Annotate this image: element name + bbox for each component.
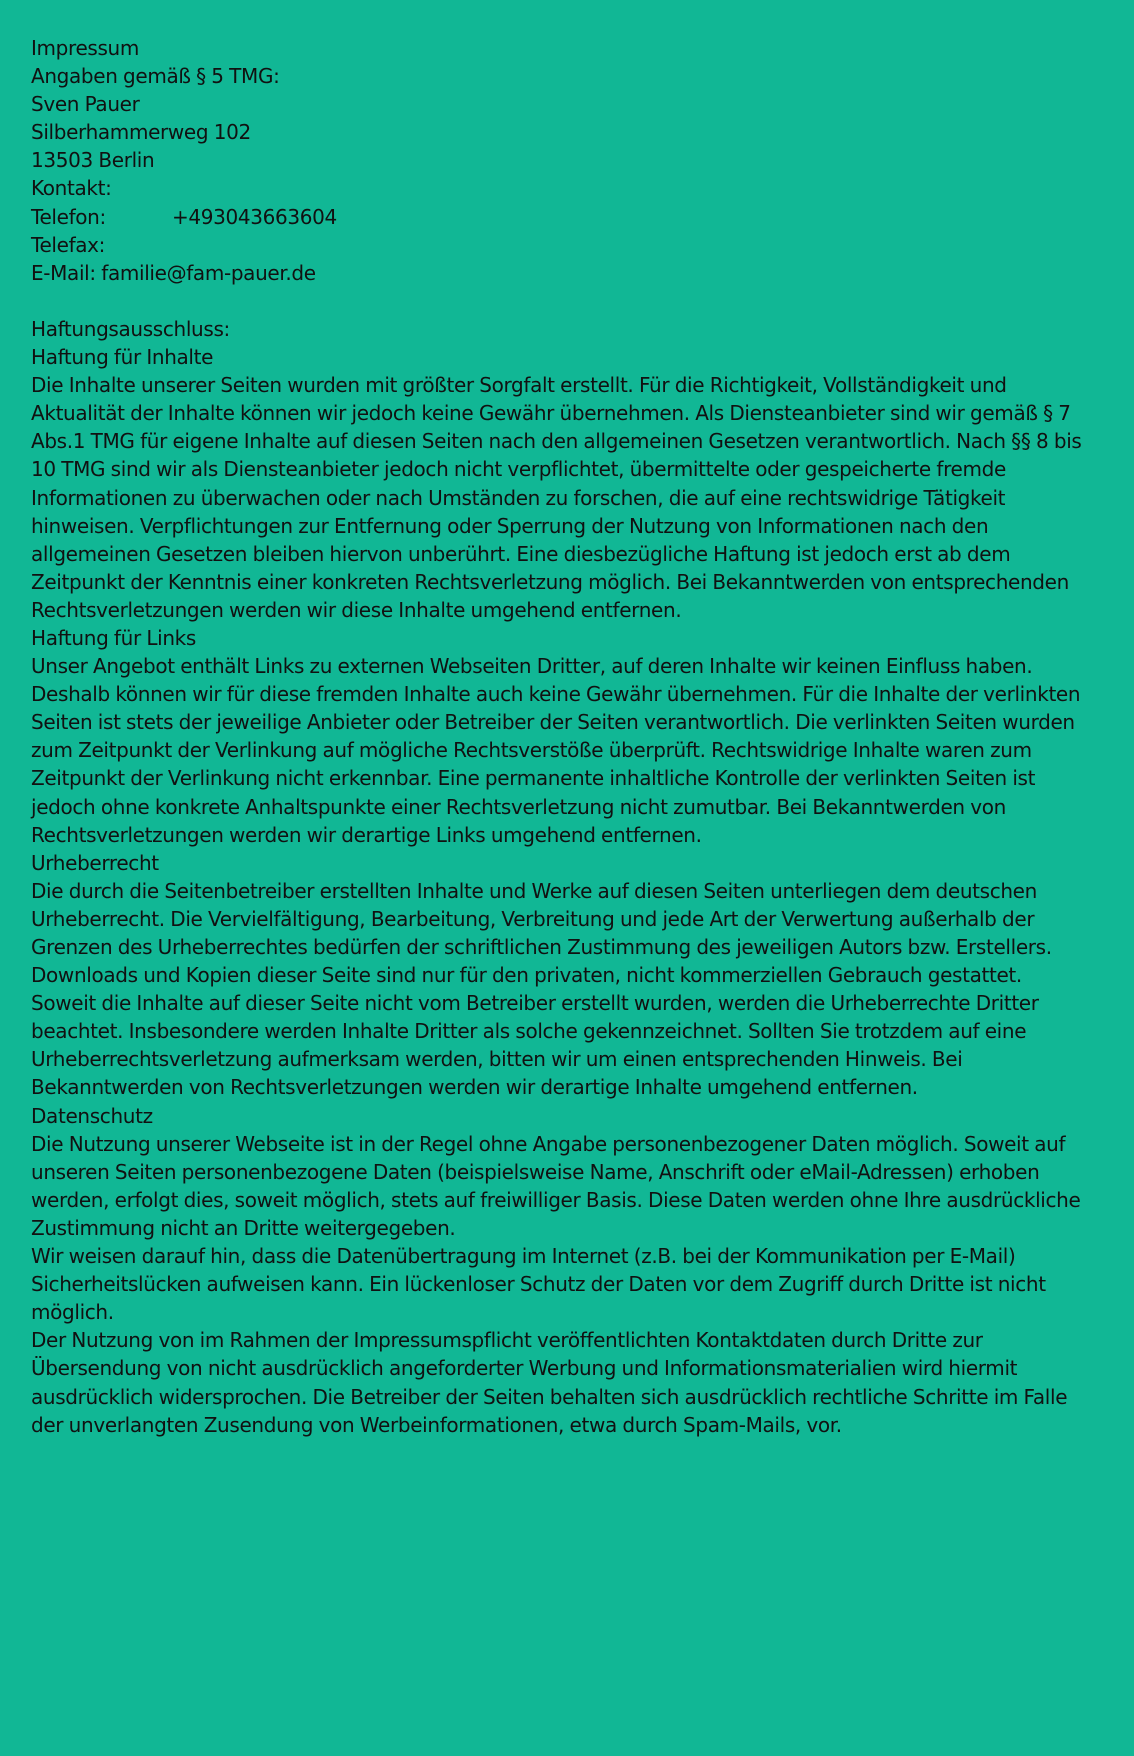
paragraph-line: Abs.1 TMG für eigene Inhalte auf diesen Seiten nach den allgemeinen Gesetzen verantwortlich. Nach §§ 8 bis [31,429,1082,454]
paragraph-line: unseren Seiten personenbezogene Daten (beispielsweise Name, Anschrift oder eMail-Adressen) erhoben [31,1159,1040,1184]
paragraph-line: Urheberrecht. Die Vervielfältigung, Bearbeitung, Verbreitung und jede Art der Verwertung außerhalb der [31,906,1035,931]
email-line: E-Mail: familie@fam-pauer.de [31,260,316,285]
privacy-paragraph [31,1130,1111,1439]
street-address: Silberhammerweg 102 [31,120,251,145]
paragraph-line: Zustimmung nicht an Dritte weitergegeben. [31,1215,456,1240]
links-liability-heading: Haftung für Links [31,625,196,650]
paragraph-line: Die Nutzung unserer Webseite ist in der Regel ohne Angabe personenbezogener Daten möglich. Soweit auf [31,1131,1066,1156]
paragraph-line: 10 TMG sind wir als Diensteanbieter jedoch nicht verpflichtet, übermittelte oder gespeicherte fremde [31,457,1006,482]
links-liability-paragraph [31,652,1111,849]
fax-label: Telefax: [31,232,106,257]
paragraph-line: Der Nutzung von im Rahmen der Impressumspflicht veröffentlichten Kontaktdaten durch Dritte zur [31,1328,983,1353]
paragraph-line: Deshalb können wir für diese fremden Inhalte auch keine Gewähr übernehmen. Für die Inhalte der verlinkten [31,682,1081,707]
paragraph-line: hinweisen. Verpflichtungen zur Entfernung oder Sperrung der Nutzung von Informationen nach den [31,513,989,538]
paragraph-line: Downloads und Kopien dieser Seite sind nur für den privaten, nicht kommerziellen Gebrauch gestattet. [31,963,1022,988]
copyright-heading: Urheberrecht [31,850,159,875]
contact-block [31,34,1111,287]
contact-label: Kontakt: [31,176,112,201]
paragraph-line: Aktualität der Inhalte können wir jedoch keine Gewähr übernehmen. Als Diensteanbieter sind wir gemäß § 7 [31,401,1071,426]
paragraph-line: Rechtsverletzungen werden wir derartige Links umgehend entfernen. [31,822,702,847]
paragraph-line: möglich. [31,1300,114,1325]
copyright-paragraph [31,877,1111,1102]
paragraph-line: Die Inhalte unserer Seiten wurden mit größter Sorgfalt erstellt. Für die Richtigkeit, Vollständigkeit und [31,373,1007,398]
paragraph-line: Bekanntwerden von Rechtsverletzungen werden wir derartige Inhalte umgehend entfernen. [31,1075,918,1100]
paragraph-line: Seiten ist stets der jeweilige Anbieter oder Betreiber der Seiten verantwortlich. Die verlinkten Seiten wurden [31,710,1075,735]
content-liability-paragraph [31,371,1111,624]
phone-value: +493043663604 [172,204,337,229]
paragraph-line: Die durch die Seitenbetreiber erstellten Inhalte und Werke auf diesen Seiten unterliegen dem deutschen [31,878,1037,903]
paragraph-line: Zeitpunkt der Verlinkung nicht erkennbar. Eine permanente inhaltliche Kontrolle der verlinkten Seiten ist [31,766,1036,791]
paragraph-line: werden, erfolgt dies, soweit möglich, stets auf freiwilliger Basis. Diese Daten werden ohne Ihre ausdrückliche [31,1187,1081,1212]
imprint-page [31,34,1111,1439]
paragraph-line: ausdrücklich widersprochen. Die Betreiber der Seiten behalten sich ausdrücklich rechtliche Schritte im Falle [31,1384,1068,1409]
paragraph-line: jedoch ohne konkrete Anhaltspunkte einer Rechtsverletzung nicht zumutbar. Bei Bekanntwerden von [31,794,1006,819]
phone-line [31,203,1111,231]
paragraph-line: Rechtsverletzungen werden wir diese Inhalte umgehend entfernen. [31,597,682,622]
paragraph-line: der unverlangten Zusendung von Werbeinformationen, etwa durch Spam-Mails, vor. [31,1412,842,1437]
section-spacer [31,287,1111,315]
paragraph-line: Soweit die Inhalte auf dieser Seite nicht vom Betreiber erstellt wurden, werden die Urheberrechte Dritter [31,991,1039,1016]
disclaimer-title: Haftungsausschluss: [31,316,230,341]
paragraph-line: Sicherheitslücken aufweisen kann. Ein lückenloser Schutz der Daten vor dem Zugriff durch Dritte ist nicht [31,1272,1046,1297]
paragraph-line: allgemeinen Gesetzen bleiben hiervon unberührt. Eine diesbezügliche Haftung ist jedoch erst ab dem [31,541,1011,566]
paragraph-line: Grenzen des Urheberrechtes bedürfen der schriftlichen Zustimmung des jeweiligen Autors bzw. Erstellers. [31,935,1052,959]
city-address: 13503 Berlin [31,148,155,173]
paragraph-line: Unser Angebot enthält Links zu externen Webseiten Dritter, auf deren Inhalte wir keinen Einfluss haben. [31,654,1033,679]
paragraph-line: Übersendung von nicht ausdrücklich angeforderter Werbung und Informationsmaterialien wird hiermit [31,1356,1018,1381]
page-title: Impressum [31,36,140,60]
paragraph-line: Wir weisen darauf hin, dass die Datenübertragung im Internet (z.B. bei der Kommunikation per E-Mail) [31,1244,1016,1269]
paragraph-line: Informationen zu überwachen oder nach Umständen zu forschen, die auf eine rechtswidrige Tätigkeit [31,485,1006,510]
owner-name: Sven Pauer [31,92,140,117]
privacy-heading: Datenschutz [31,1103,153,1128]
legal-basis-line: Angaben gemäß § 5 TMG: [31,64,280,89]
content-liability-heading: Haftung für Inhalte [31,345,214,370]
phone-label: Telefon: [31,204,106,229]
paragraph-line: zum Zeitpunkt der Verlinkung auf mögliche Rechtsverstöße überprüft. Rechtswidrige Inhalte waren zum [31,738,1032,763]
paragraph-line: beachtet. Insbesondere werden Inhalte Dritter als solche gekennzeichnet. Sollten Sie trotzdem auf eine [31,1019,1027,1044]
paragraph-line: Zeitpunkt der Kenntnis einer konkreten Rechtsverletzung möglich. Bei Bekanntwerden von entsprechenden [31,569,1069,594]
paragraph-line: Urheberrechtsverletzung aufmerksam werden, bitten wir um einen entsprechenden Hinweis. Bei [31,1047,963,1072]
